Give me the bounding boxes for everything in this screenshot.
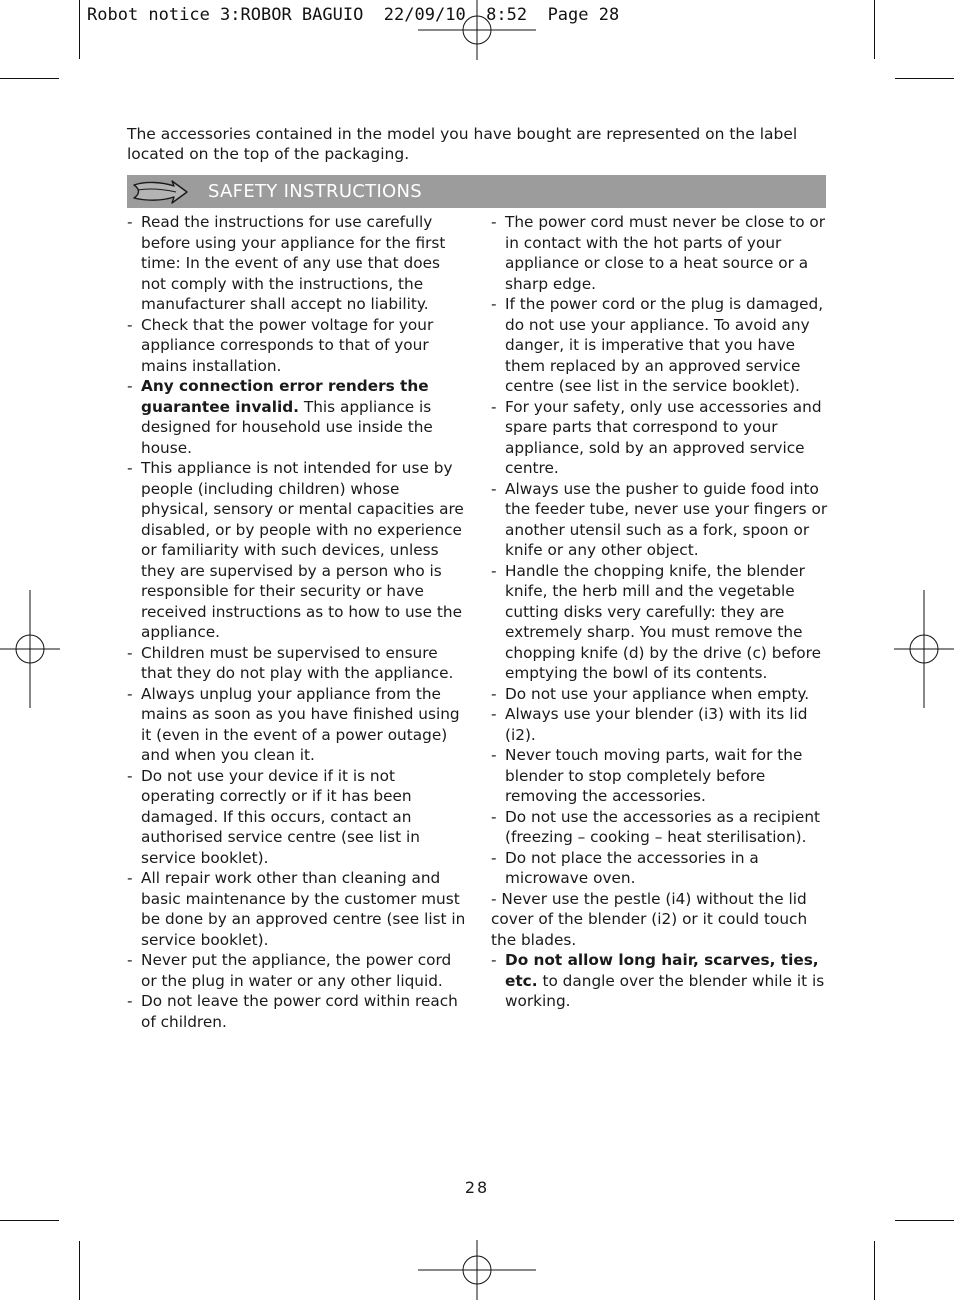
list-item bbox=[491, 889, 836, 951]
crop-mark bbox=[895, 78, 954, 79]
list-item bbox=[491, 294, 836, 397]
bold-warning: Do not allow long hair, scarves, ties, etc. bbox=[505, 951, 819, 990]
list-item bbox=[127, 643, 467, 684]
page-number: 28 bbox=[464, 1178, 490, 1197]
list-item-text: Read the instructions for use carefully before using your appliance for the first time: In the event of any use that does not comply with the instructions, the manufacturer shall accept no liability. bbox=[141, 213, 446, 313]
list-item bbox=[491, 397, 836, 479]
list-item bbox=[491, 807, 836, 848]
list-item-text: If the power cord or the plug is damaged, do not use your appliance. To avoid any danger, it is imperative that you have them replaced by an approved service centre (see list in the service booklet). bbox=[505, 295, 824, 395]
list-item-text: to dangle over the blender while it is working. bbox=[505, 971, 825, 1010]
list-item bbox=[491, 950, 836, 1012]
list-item bbox=[127, 991, 467, 1032]
list-item-text: For your safety, only use accessories and spare parts that correspond to your appliance, sold by an approved service centre. bbox=[505, 397, 822, 477]
list-item-text: Never put the appliance, the power cord or the plug in water or any other liquid. bbox=[141, 951, 452, 990]
crop-mark bbox=[79, 1241, 80, 1300]
safety-list-left bbox=[127, 212, 467, 1032]
registration-mark-left bbox=[0, 590, 60, 708]
list-item-text: Do not use your device if it is not operating correctly or if it has been damaged. If this occurs, contact an authorised service centre (see list in service booklet). bbox=[141, 766, 420, 867]
print-slug: Robot notice 3:ROBOR BAGUIO 22/09/10 8:52 Page 28 bbox=[87, 5, 620, 25]
list-item bbox=[491, 684, 836, 705]
list-item-text: Do not use the accessories as a recipient (freezing – cooking – heat sterilisation). bbox=[505, 807, 821, 846]
list-item bbox=[127, 766, 467, 869]
list-item bbox=[127, 868, 467, 950]
list-item-text: Never touch moving parts, wait for the blender to stop completely before removing the accessories. bbox=[505, 746, 803, 805]
list-item-text: Do not leave the power cord within reach of children. bbox=[141, 992, 458, 1031]
list-item bbox=[127, 212, 467, 315]
list-item bbox=[491, 745, 836, 807]
list-item-text: Always unplug your appliance from the mains as soon as you have finished using it (even in the event of a power outage) and when you clean it. bbox=[141, 684, 460, 764]
registration-mark-top bbox=[418, 0, 536, 60]
list-item bbox=[127, 458, 467, 643]
registration-mark-bottom bbox=[418, 1240, 536, 1300]
list-item bbox=[491, 561, 836, 684]
crop-mark bbox=[895, 1220, 954, 1221]
list-item-text: - Never use the pestle (i4) without the lid cover of the blender (i2) or it could touch the blades. bbox=[491, 889, 808, 949]
crop-mark bbox=[0, 78, 59, 79]
crop-mark bbox=[79, 0, 80, 59]
bold-warning: Any connection error renders the guarantee invalid. bbox=[141, 377, 429, 416]
list-item bbox=[491, 479, 836, 561]
section-title: SAFETY INSTRUCTIONS bbox=[208, 181, 423, 202]
list-item-text: This appliance is not intended for use by people (including children) whose physical, sensory or mental capacities are disabled, or by people with no experience or familiarity with such devices, unless they are supervised by a person who is responsible for their security or have received instructions as to how to use the appliance. bbox=[141, 459, 464, 641]
list-item bbox=[491, 212, 836, 294]
list-item bbox=[491, 704, 836, 745]
list-item-text: Always use the pusher to guide food into the feeder tube, never use your fingers or another utensil such as a fork, spoon or knife or any other object. bbox=[505, 479, 828, 559]
list-item bbox=[491, 848, 836, 889]
list-item bbox=[127, 684, 467, 766]
crop-mark bbox=[874, 1241, 875, 1300]
section-banner bbox=[127, 175, 826, 208]
list-item-text: Do not place the accessories in a microwave oven. bbox=[505, 848, 759, 887]
list-item-text: Handle the chopping knife, the blender knife, the herb mill and the vegetable cutting disks very carefully: they are extremely sharp. You must remove the chopping knife (d) by the drive (c) before emptying the bowl of its contents. bbox=[505, 561, 821, 682]
crop-mark bbox=[874, 0, 875, 59]
safety-list-right bbox=[491, 212, 836, 1012]
list-item-text: This appliance is designed for household use inside the house. bbox=[141, 397, 433, 457]
arrow-icon bbox=[132, 179, 190, 205]
list-item-text: Do not use your appliance when empty. bbox=[505, 684, 810, 703]
list-item-text: The power cord must never be close to or in contact with the hot parts of your appliance or close to a heat source or a sharp edge. bbox=[505, 213, 826, 293]
registration-mark-right bbox=[894, 590, 954, 708]
intro-paragraph: The accessories contained in the model you have bought are represented on the label located on the top of the packaging. bbox=[127, 125, 798, 164]
list-item bbox=[127, 950, 467, 991]
list-item-text: Always use your blender (i3) with its lid (i2). bbox=[505, 705, 808, 744]
list-item bbox=[127, 315, 467, 377]
list-item-text: All repair work other than cleaning and basic maintenance by the customer must be done by an approved centre (see list in service booklet). bbox=[141, 869, 466, 949]
list-item-text: Children must be supervised to ensure that they do not play with the appliance. bbox=[141, 643, 454, 682]
list-item bbox=[127, 376, 467, 458]
crop-mark bbox=[0, 1220, 59, 1221]
list-item-text: Check that the power voltage for your appliance corresponds to that of your mains installation. bbox=[141, 315, 434, 375]
